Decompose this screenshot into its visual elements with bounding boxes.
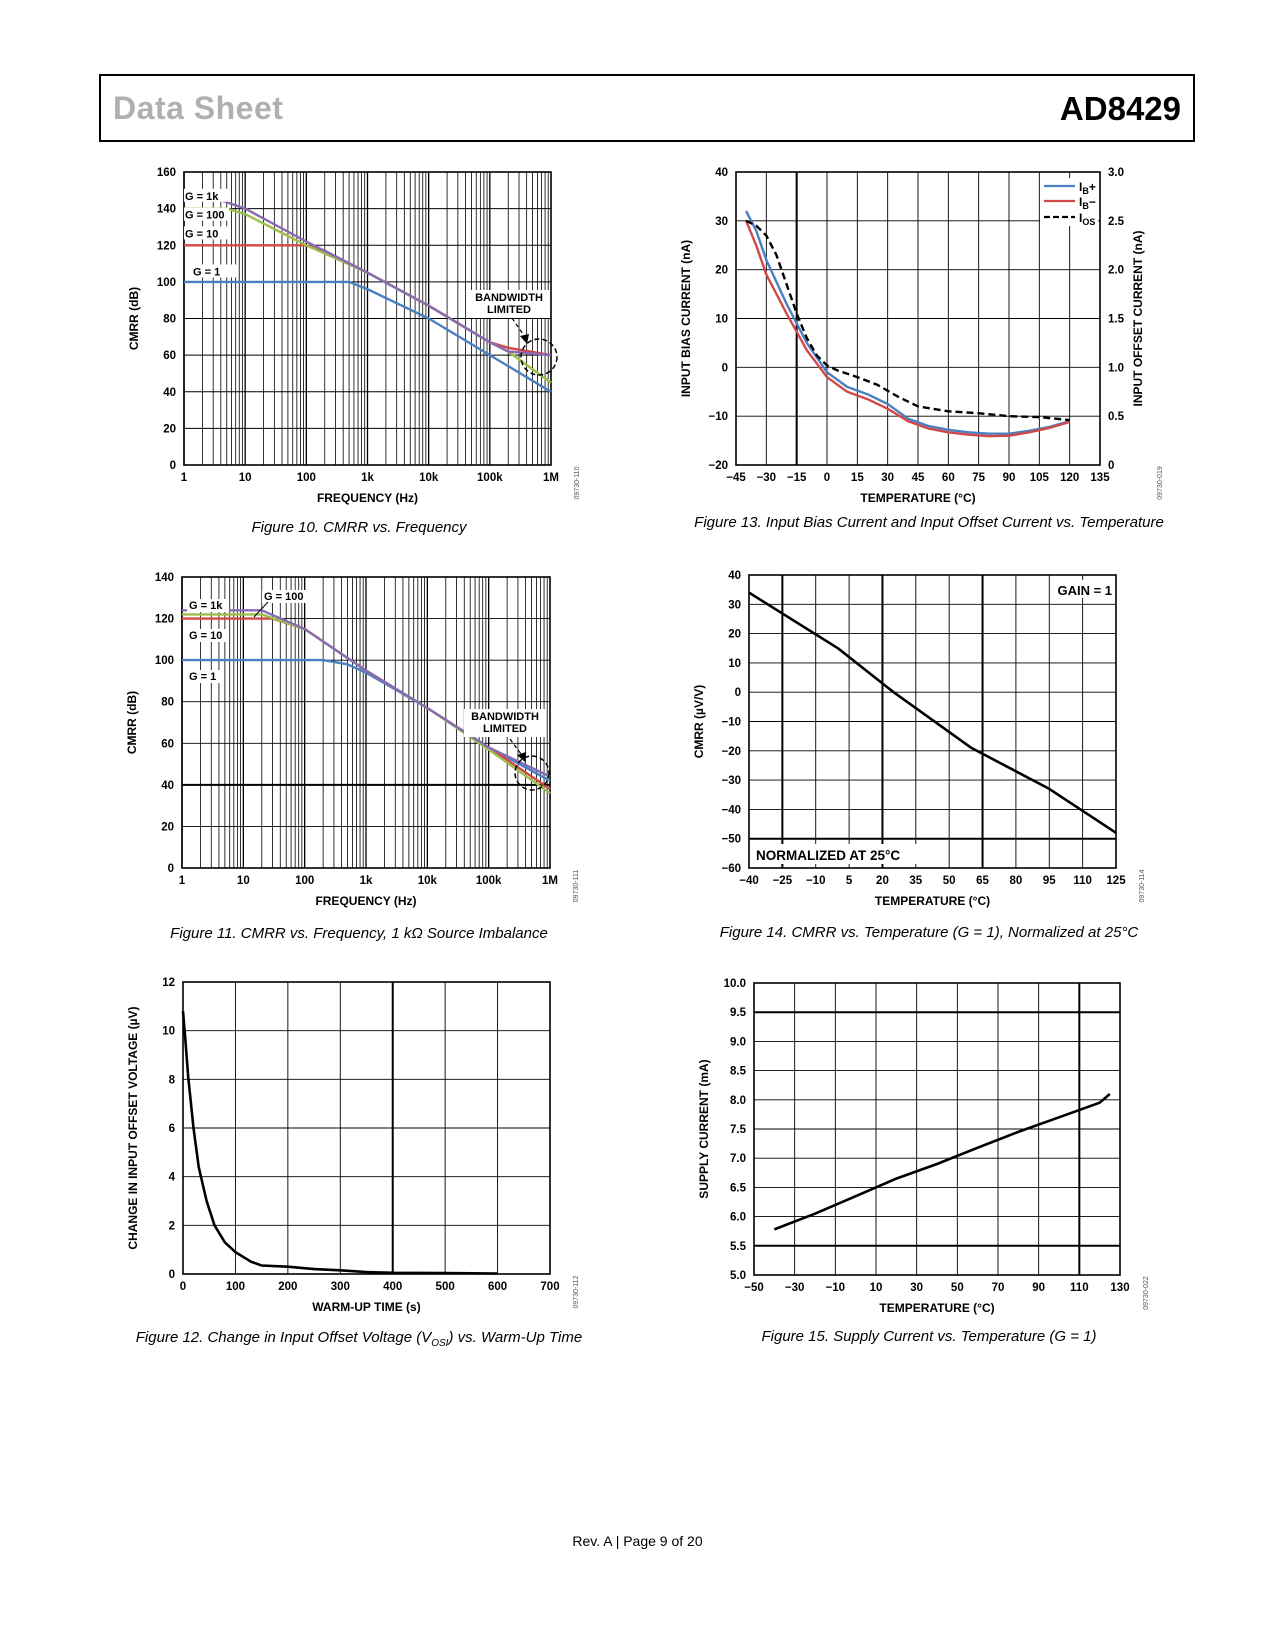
figure-code: 09730-110 [574,466,581,500]
figure-code: 09730-019 [1157,466,1164,500]
figure-code: 09730-112 [573,1275,580,1309]
x-tick-label: 100k [477,472,503,484]
x-tick-label: −45 [726,472,746,484]
y-tick-label: 30 [715,215,728,228]
series-label: G = 1 [193,266,221,279]
x-tick-label: 30 [910,1282,924,1294]
x-tick-label: 10 [238,472,252,484]
x-tick-label: −40 [739,875,759,887]
y-tick-label: 6.0 [730,1211,746,1224]
x-tick-label: 135 [1090,472,1110,484]
x-tick-label: 110 [1073,875,1092,887]
figure-code: 09730-111 [573,869,580,903]
x-tick-label: 50 [942,875,956,887]
y-tick-label: −20 [708,460,728,472]
x-tick-label: 110 [1070,1282,1089,1294]
figure-code: 09730-114 [1139,869,1146,903]
y-tick-label: 0 [721,362,728,375]
x-axis-title: TEMPERATURE (°C) [879,1301,995,1315]
x-tick-label: 1 [180,472,188,484]
y-tick-label: 0 [734,687,741,700]
x-tick-label: 65 [976,875,989,887]
x-tick-label: 130 [1110,1282,1130,1294]
x-tick-label: 100 [296,472,316,484]
y2-tick-label: 2.5 [1108,215,1124,228]
x-tick-label: −15 [786,472,807,484]
x-tick-label: 10 [236,875,250,887]
y-tick-label: 20 [163,423,176,436]
y-tick-label: 5.5 [730,1240,746,1253]
y-tick-label: 120 [154,613,174,626]
y2-tick-label: 0 [1108,460,1115,472]
y-tick-label: 30 [728,599,741,612]
y-tick-label: 140 [156,203,176,216]
y-tick-label: 20 [728,628,741,641]
y-tick-label: 7.5 [730,1124,746,1136]
y-tick-label: 160 [156,167,176,179]
legend-label: $I_B-$ [1079,195,1096,211]
x-tick-label: −25 [772,875,793,887]
y2-tick-label: 2.0 [1108,264,1124,277]
y-tick-label: 2 [168,1220,175,1233]
x-tick-label: 90 [1032,1282,1046,1294]
y-axis-title: CMRR (dB) [125,690,139,755]
x-axis-title: WARM-UP TIME (s) [312,1300,421,1314]
y-tick-label: −50 [721,833,741,846]
y-tick-label: 10 [162,1025,175,1038]
x-axis-title: TEMPERATURE (°C) [860,491,976,505]
x-tick-label: −50 [744,1282,764,1294]
x-tick-label: 700 [540,1281,560,1293]
x-tick-label: 20 [876,875,889,887]
y-axis-title: CHANGE IN INPUT OFFSET VOLTAGE (µV) [126,1006,140,1250]
y-tick-label: 40 [728,570,741,582]
figure-code: 09730-022 [1143,1276,1150,1310]
x-tick-label: 400 [383,1281,403,1293]
y-tick-label: 10 [728,657,741,670]
series-label: G = 10 [185,228,219,241]
y-tick-label: 9.5 [730,1007,746,1020]
y2-tick-label: 0.5 [1108,411,1124,424]
y-axis-title: CMRR (µV/V) [692,684,706,759]
y-axis-title: CMRR (dB) [127,286,141,351]
x-tick-label: 95 [1042,875,1056,887]
y-tick-label: 20 [161,821,174,834]
y-tick-label: 140 [154,572,174,584]
x-tick-label: −30 [756,472,777,484]
x-tick-label: 300 [330,1281,350,1293]
y-tick-label: 4 [168,1171,175,1184]
legend-label: $I_{OS}$ [1079,211,1096,227]
y-tick-label: 100 [156,276,176,289]
x-tick-label: −10 [805,875,826,887]
x-tick-label: 1k [359,875,373,887]
y-tick-label: −40 [721,804,741,817]
y-axis-title: SUPPLY CURRENT (mA) [697,1059,711,1199]
x-tick-label: 10 [869,1282,883,1294]
normalized-label: NORMALIZED AT 25°C [756,848,901,863]
y-tick-label: −20 [721,745,741,758]
x-tick-label: 100 [295,875,315,887]
y-tick-label: 60 [161,738,174,751]
x-tick-label: 90 [1002,472,1016,484]
x-tick-label: 60 [941,472,955,484]
y-tick-label: 0 [169,460,176,472]
x-tick-label: 100k [475,875,502,887]
x-tick-label: 5 [845,875,853,887]
y-tick-label: −10 [708,411,728,424]
caption-fig13: Figure 13. Input Bias Current and Input Offset Current vs. Temperature [694,514,1164,531]
y-tick-label: 8.5 [730,1065,746,1078]
x-tick-label: 500 [435,1281,455,1293]
x-tick-label: 200 [278,1281,298,1293]
y-tick-label: 40 [715,167,728,179]
x-axis-title: FREQUENCY (Hz) [316,491,419,505]
x-tick-label: 35 [909,875,923,887]
caption-fig12: Figure 12. Change in Input Offset Voltage $(V_{OSI})$ vs. Warm-Up Time [135,1329,583,1349]
y-tick-label: 40 [161,779,174,792]
y2-tick-label: 1.5 [1108,313,1124,326]
x-tick-label: 100 [225,1281,246,1293]
series-label: G = 1k [189,600,223,612]
y-tick-label: 0 [167,863,174,875]
y2-axis-title: INPUT OFFSET CURRENT (nA) [1131,230,1145,407]
x-tick-label: 1M [542,875,558,887]
series-label: G = 10 [189,630,223,642]
y-tick-label: −30 [721,775,741,788]
x-tick-label: 1k [361,472,374,484]
y-tick-label: 100 [154,655,174,668]
x-tick-label: −10 [825,1282,846,1294]
x-tick-label: 125 [1106,875,1126,887]
caption-fig15: Figure 15. Supply Current vs. Temperature (G = 1) [761,1328,1097,1345]
y-tick-label: 7.0 [730,1153,746,1166]
series-line [774,1094,1110,1229]
y-tick-label: 40 [163,386,176,399]
y-tick-label: 8.0 [730,1094,746,1107]
caption-fig10: Figure 10. CMRR vs. Frequency [251,519,467,536]
gain-label: GAIN = 1 [1057,583,1112,598]
annotation-text: LIMITED [487,304,531,316]
y-tick-label: 5.0 [730,1270,746,1282]
x-tick-label: 15 [850,472,864,484]
y-tick-label: 80 [161,696,174,709]
x-tick-label: 10k [419,472,439,484]
series-label: G = 100 [264,591,304,603]
x-tick-label: 0 [823,472,831,484]
y-tick-label: 6 [168,1123,175,1135]
x-tick-label: 75 [972,472,986,484]
y-tick-label: 6.5 [730,1182,746,1195]
x-tick-label: 10k [417,875,437,887]
y-tick-label: 120 [156,240,176,253]
y2-tick-label: 1.0 [1108,362,1124,375]
series-label: G = 1k [185,190,219,203]
y-tick-label: −60 [721,863,741,875]
part-number: AD8429 [1059,90,1181,127]
doc-type-label: Data Sheet [113,90,284,126]
series-label: G = 1 [189,671,217,683]
legend-label: $I_B+$ [1079,180,1096,196]
y-tick-label: 10 [715,313,728,326]
y-tick-label: 9.0 [730,1036,746,1049]
x-tick-label: 120 [1060,472,1080,484]
x-tick-label: 45 [911,472,925,484]
y-axis-title: INPUT BIAS CURRENT (nA) [679,239,693,398]
x-axis-title: TEMPERATURE (°C) [874,894,991,908]
x-axis-title: FREQUENCY (Hz) [315,894,417,908]
annotation-text: BANDWIDTH [475,292,543,304]
y-tick-label: 20 [715,264,728,277]
y-tick-label: 10.0 [723,978,746,990]
x-tick-label: 80 [1009,875,1023,887]
x-tick-label: 70 [991,1282,1005,1294]
annotation-text: BANDWIDTH [471,711,539,723]
y-tick-label: 60 [163,350,176,363]
y-tick-label: 0 [168,1269,175,1281]
x-tick-label: 1M [543,472,559,484]
caption-fig14: Figure 14. CMRR vs. Temperature (G = 1), Normalized at 25°C [719,924,1139,941]
y2-tick-label: 3.0 [1108,167,1124,179]
x-tick-label: −30 [784,1282,805,1294]
annotation-text: LIMITED [483,723,527,735]
series-label: G = 100 [185,209,225,222]
y-tick-label: 12 [162,977,175,989]
x-tick-label: 0 [179,1281,187,1293]
y-tick-label: −10 [721,716,741,729]
x-tick-label: 105 [1029,472,1049,484]
y-tick-label: 8 [168,1074,175,1087]
x-tick-label: 1 [178,875,186,887]
x-tick-label: 50 [950,1282,964,1294]
caption-fig11: Figure 11. CMRR vs. Frequency, 1 kΩ Source Imbalance [170,925,548,942]
x-tick-label: 30 [881,472,895,484]
page-footer: Rev. A | Page 9 of 20 [572,1533,703,1549]
y-tick-label: 80 [163,313,176,326]
x-tick-label: 600 [487,1281,508,1293]
